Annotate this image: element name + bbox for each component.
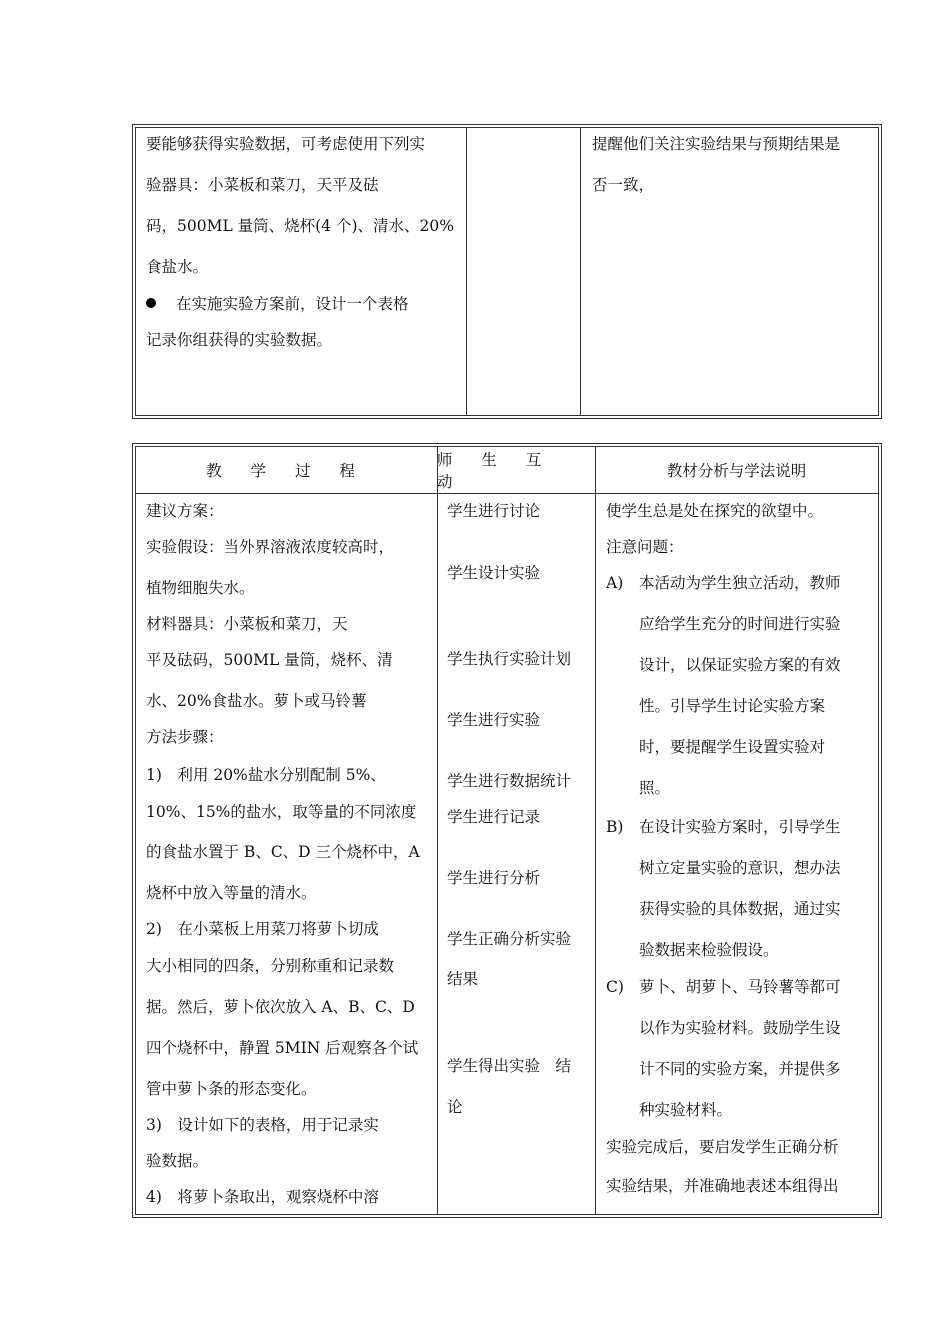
text-line: 10%、15%的盐水，取等量的不同浓度 (146, 803, 417, 821)
text-line: 提醒他们关注实验结果与预期结果是 (592, 135, 841, 153)
text-line: 在设计实验方案时，引导学生 (639, 818, 841, 836)
text-line: 验数据来检验假设。 (639, 941, 779, 959)
text-line: 学生进行记录 (447, 808, 541, 826)
text-line: 2) 在小菜板上用菜刀将萝卜切成 (146, 920, 379, 938)
continued-table (132, 124, 882, 419)
text-line: 要能够获得实验数据，可考虑使用下列实 (146, 135, 426, 153)
text-line: 四个烧杯中，静置 5MIN 后观察各个试 (146, 1039, 419, 1057)
note-b (606, 815, 841, 837)
text-line: 实验假设：当外界溶液浓度较高时， (146, 538, 395, 556)
column-divider (595, 447, 596, 1214)
lesson-table (132, 443, 882, 1218)
text-line: 据。然后，萝卜依次放入 A、B、C、D (146, 998, 415, 1016)
note-label: A) (606, 574, 624, 592)
text-line: 使学生总是处在探究的欲望中。 (606, 502, 824, 520)
text-line: 3) 设计如下的表格，用于记录实 (146, 1116, 379, 1134)
text-line: 学生得出实验 结 (447, 1057, 572, 1075)
bullet-item (146, 292, 409, 314)
text-line: 获得实验的具体数据，通过实 (639, 900, 841, 918)
text-line: 平及砝码，500ML 量筒，烧杯、清 (146, 651, 393, 669)
text-line: 萝卜、胡萝卜、马铃薯等都可 (639, 978, 841, 996)
header-teaching-process: 教 学 过 程 (206, 462, 367, 480)
bullet-text: 在实施实验方案前，设计一个表格 (176, 295, 409, 313)
text-line: 照。 (639, 779, 671, 797)
column-divider (580, 128, 581, 415)
text-line: 学生进行分析 (447, 869, 541, 887)
bullet-icon (146, 298, 156, 308)
note-c (606, 975, 841, 997)
text-line: 验数据。 (146, 1152, 209, 1170)
header-analysis: 教材分析与学法说明 (666, 462, 807, 480)
text-line: 实验结果，并准确地表述本组得出 (606, 1177, 839, 1195)
column-divider (437, 447, 438, 1214)
text-line: 学生进行讨论 (447, 502, 541, 520)
text-line: 水、20%食盐水。萝卜或马铃薯 (146, 692, 367, 710)
text-line: 时，要提醒学生设置实验对 (639, 738, 826, 756)
text-line: 学生执行实验计划 (447, 650, 572, 668)
text-line: 的食盐水置于 B、C、D 三个烧杯中，A (146, 843, 420, 861)
text-line: 食盐水。 (146, 258, 209, 276)
text-line: 实验完成后，要启发学生正确分析 (606, 1138, 839, 1156)
text-line: 计不同的实验方案，并提供多 (639, 1060, 841, 1078)
note-label: C) (606, 978, 624, 996)
text-line: 学生正确分析实验 (447, 930, 572, 948)
text-line: 建议方案： (146, 502, 224, 520)
text-line: 码，500ML 量筒、烧杯(4 个)、清水、20% (146, 217, 455, 235)
text-line: 材料器具：小菜板和菜刀，天 (146, 615, 348, 633)
text-line: 1) 利用 20%盐水分别配制 5%、 (146, 766, 386, 784)
text-line: 学生进行实验 (447, 711, 541, 729)
text-line: 论 (447, 1098, 463, 1116)
text-line: 种实验材料。 (639, 1101, 733, 1119)
header-interaction: 师 生 互 动 (437, 451, 554, 491)
text-line: 学生进行数据统计 (447, 772, 572, 790)
text-line: 树立定量实验的意识，想办法 (639, 859, 841, 877)
text-line: 本活动为学生独立活动，教师 (639, 574, 841, 592)
text-line: 否一致， (592, 176, 655, 194)
text-line: 植物细胞失水。 (146, 579, 255, 597)
text-line: 大小相同的四条，分别称重和记录数 (146, 957, 395, 975)
text-line: 设计，以保证实验方案的有效 (639, 656, 841, 674)
text-line: 学生设计实验 (447, 564, 541, 582)
text-line: 方法步骤： (146, 728, 224, 746)
header-divider (136, 493, 878, 494)
text-line: 以作为实验材料。鼓励学生设 (639, 1019, 841, 1037)
text-line: 烧杯中放入等量的清水。 (146, 884, 317, 902)
text-line: 性。引导学生讨论实验方案 (639, 697, 826, 715)
text-line: 应给学生充分的时间进行实验 (639, 615, 841, 633)
text-line: 验器具：小菜板和菜刀，天平及砝 (146, 176, 379, 194)
column-divider (466, 128, 467, 415)
note-a (606, 571, 841, 593)
note-label: B) (606, 818, 624, 836)
text-line: 注意问题： (606, 538, 684, 556)
text-line: 结果 (447, 970, 479, 988)
text-line: 记录你组获得的实验数据。 (146, 331, 333, 349)
text-line: 4) 将萝卜条取出，观察烧杯中溶 (146, 1188, 379, 1206)
text-line: 管中萝卜条的形态变化。 (146, 1080, 317, 1098)
